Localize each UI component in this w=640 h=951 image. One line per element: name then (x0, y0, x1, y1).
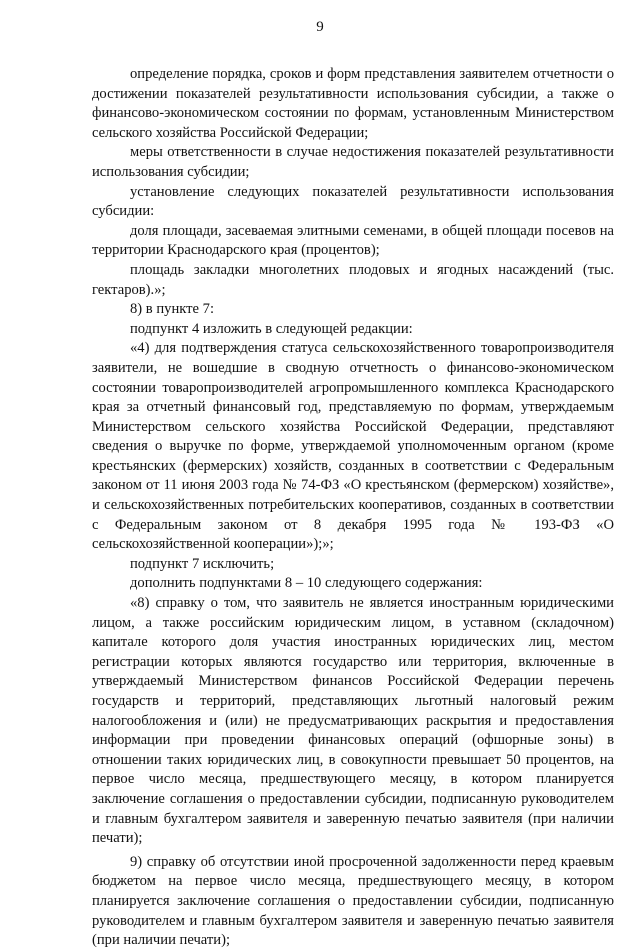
paragraph-subitem-8-text: «8) справку о том, что заявитель не является иностранным юридическими лицом, а также российским юридическим лицом, в уставном (складочном) капитале которого доля участия иностранных юридических лиц, местом регистрации которых являются государство или территория, включенные в утверждаемый Министерством финансов Российской Федерации перечень государств и территорий, представляющих льготный налоговый режим налогообложения и (или) не предусматривающих раскрытия и предоставления информации при проведении финансовых операций (офшорные зоны) в отношении таких юридических лиц, в совокупности превышает 50 процентов, на первое число месяца, предшествующего месяцу, в котором планируется заключение соглашения о предоставлении субсидии, подписанную руководителем и главным бухгалтером заявителя и заверенную печатью заявителя (при наличии печати); (92, 595, 614, 847)
paragraph-orchard-area: площадь закладки многолетних плодовых и ягодных насаждений (тыс. гектаров).»; (92, 261, 614, 298)
page-number: 9 (316, 19, 324, 35)
paragraph-elite-seeds-share: доля площади, засеваемая элитными семенами, в общей площади посевов на территории Краснодарского края (процентов); (92, 222, 614, 259)
paragraph-subitem-4-intro: подпункт 4 изложить в следующей редакции: (130, 320, 413, 337)
paragraph-item-8: 8) в пункте 7: (130, 301, 215, 318)
paragraph-add-subitems: дополнить подпунктами 8 – 10 следующего содержания: (130, 575, 483, 592)
paragraph-subitem-4-text: «4) для подтверждения статуса сельскохозяйственного товаропроизводителя заявители, не вошедшие в сводную отчетность о финансово-экономическом состоянии товаропроизводителей агропромышленного комплекса Краснодарского края за отчетный финансовый год, представляемую по формам, утверждаемым Министерством сельского хозяйства Российской Федерации, представляют сведения о выручке по форме, утверждаемой уполномоченным органом (кроме крестьянских (фермерских) хозяйств, созданных в соответствии с Федеральным законом от 11 июня 2003 года № 74-ФЗ «О крестьянском (фермерском) хозяйстве», и сельскохозяйственных потребительских кооперативов, созданных в соответствии с Федеральным законом от 8 декабря 1995 года № 193-ФЗ «О сельскохозяйственной кооперации»);»; (92, 340, 614, 553)
paragraph-subitem-7-exclude: подпункт 7 исключить; (130, 555, 275, 572)
paragraph-liability-measures: меры ответственности в случае недостижения показателей результативности использования субсидии; (92, 144, 614, 180)
paragraph-subitem-9-text: 9) справку об отсутствии иной просроченной задолженности перед краевым бюджетом на первое число месяца, предшествующего месяцу, в котором планируется заключение соглашения о предоставлении субсидии, подписанную руководителем и главным бухгалтером заявителя и заверенную печатью заявителя (при наличии печати); (92, 853, 614, 949)
paragraph-indicators-intro: установление следующих показателей результативности использования субсидии: (92, 183, 614, 220)
document-body (92, 65, 614, 951)
paragraph-reporting-procedure: определение порядка, сроков и форм представления заявителем отчетности о достижении показателей результативности использования субсидии, а также о финансово-экономическом состоянии по формам, установленным Министерством сельского хозяйства Российской Федерации; (92, 66, 614, 141)
